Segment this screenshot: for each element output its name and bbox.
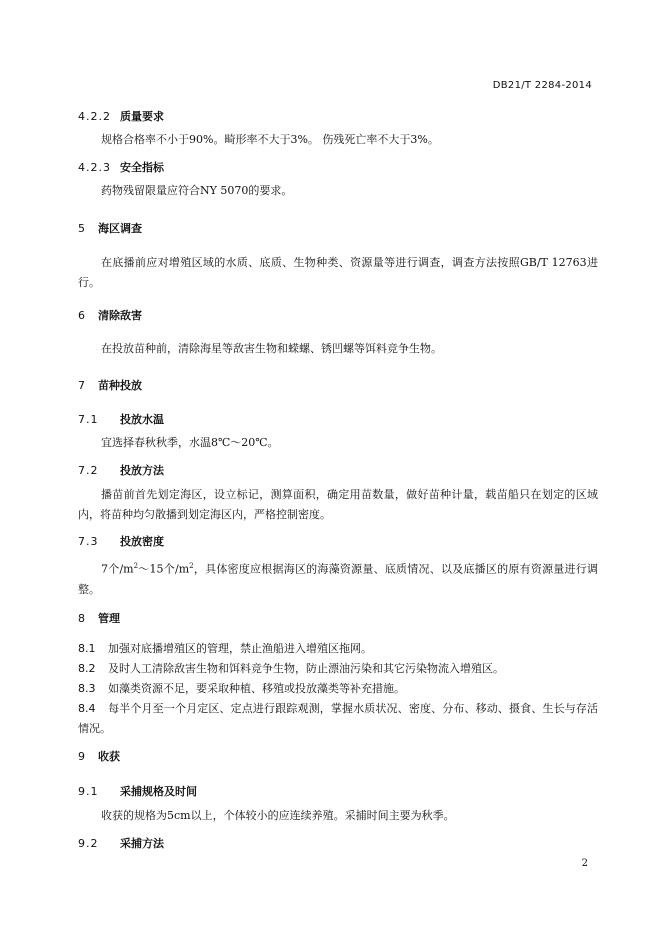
section-6-heading bbox=[78, 307, 142, 323]
superscript: 2 bbox=[133, 562, 139, 570]
item-text: 加强对底播增殖区的管理，禁止渔船进入增殖区拖网。 bbox=[108, 642, 372, 655]
density-max: ～15个/m bbox=[138, 562, 190, 576]
section-8-heading bbox=[78, 610, 120, 626]
section-4-2-3-heading bbox=[78, 159, 164, 175]
section-7-2-heading bbox=[78, 462, 164, 478]
section-9-heading bbox=[78, 748, 120, 764]
item-number: 8.2 bbox=[78, 662, 96, 675]
section-title: 海区调查 bbox=[98, 222, 142, 235]
section-title: 收获 bbox=[98, 750, 120, 763]
density-min: 7个/m bbox=[101, 562, 134, 576]
section-title: 安全指标 bbox=[120, 161, 164, 174]
density-description: ，具体密度应根据海区的海藻资源量、底质情况、以及底播区的原有资源量进行调整。 bbox=[78, 562, 599, 596]
page-number: 2 bbox=[581, 858, 588, 869]
section-title: 投放方法 bbox=[120, 464, 164, 477]
section-title: 管理 bbox=[98, 612, 120, 625]
section-5-text: 在底播前应对增殖区域的水质、底质、生物种类、资源量等进行调查，调查方法按照GB/T 12763进行。 bbox=[78, 256, 598, 289]
section-4-2-2-heading bbox=[78, 108, 164, 124]
section-title: 投放水温 bbox=[120, 413, 164, 426]
section-6-text: 在投放苗种前，清除海星等敌害生物和蝾螺、锈凹螺等饵料竞争生物。 bbox=[101, 342, 442, 355]
section-9-1-heading bbox=[78, 783, 197, 799]
section-number: 7 bbox=[78, 379, 85, 392]
section-number: 8 bbox=[78, 612, 85, 625]
section-number: 9.2 bbox=[78, 837, 99, 850]
item-number: 8.3 bbox=[78, 682, 96, 695]
section-5-heading bbox=[78, 220, 142, 236]
section-number: 9.1 bbox=[78, 785, 99, 798]
list-item bbox=[78, 659, 598, 679]
section-number: 6 bbox=[78, 309, 85, 322]
item-text: 每半个月至一个月定区、定点进行跟踪观测，掌握水质状况、密度、分布、移动、摄食、生长与存活情况。 bbox=[78, 702, 598, 735]
section-title: 投放密度 bbox=[120, 535, 164, 548]
section-title: 苗种投放 bbox=[98, 379, 142, 392]
section-9-1-text: 收获的规格为5cm以上，个体较小的应连续养殖。采捕时间主要为秋季。 bbox=[101, 809, 455, 822]
section-7-3-text bbox=[78, 556, 598, 600]
section-number: 7.3 bbox=[78, 535, 99, 548]
superscript: 2 bbox=[189, 562, 194, 570]
section-number: 9 bbox=[78, 750, 85, 763]
item-text: 及时人工清除敌害生物和饵料竞争生物，防止漂油污染和其它污染物流入增殖区。 bbox=[108, 662, 504, 675]
section-number: 4.2.3 bbox=[78, 161, 111, 174]
section-title: 采捕方法 bbox=[120, 837, 164, 850]
list-item bbox=[78, 639, 598, 659]
list-item bbox=[78, 679, 598, 699]
section-title: 采捕规格及时间 bbox=[120, 785, 197, 798]
document-id: DB21/T 2284-2014 bbox=[492, 80, 592, 91]
item-text: 如藻类资源不足，要采取种植、移殖或投放藻类等补充措施。 bbox=[108, 682, 405, 695]
section-7-2-text: 播苗前首先划定海区，设立标记，测算面积，确定用苗数量，做好苗种计量，载苗船只在划定的区域内，将苗种均匀散播到划定海区内，严格控制密度。 bbox=[78, 488, 598, 521]
section-4-2-3-text: 药物残留限量应符合NY 5070的要求。 bbox=[101, 184, 293, 197]
item-number: 8.1 bbox=[78, 642, 96, 655]
list-item bbox=[78, 699, 598, 739]
section-7-heading bbox=[78, 377, 142, 393]
section-number: 7.2 bbox=[78, 464, 99, 477]
section-number: 7.1 bbox=[78, 413, 99, 426]
section-7-1-heading bbox=[78, 411, 164, 427]
section-4-2-2-text: 规格合格率不小于90%。畸形率不大于3%。 伤残死亡率不大于3%。 bbox=[101, 133, 439, 146]
section-title: 清除敌害 bbox=[98, 309, 142, 322]
section-number: 5 bbox=[78, 222, 85, 235]
section-7-1-text: 宜选择春秋秋季，水温8℃～20℃。 bbox=[101, 436, 279, 449]
section-9-2-heading bbox=[78, 835, 164, 851]
item-number: 8.4 bbox=[78, 702, 96, 715]
section-title: 质量要求 bbox=[120, 110, 164, 123]
section-7-3-heading bbox=[78, 533, 164, 549]
section-number: 4.2.2 bbox=[78, 110, 111, 123]
